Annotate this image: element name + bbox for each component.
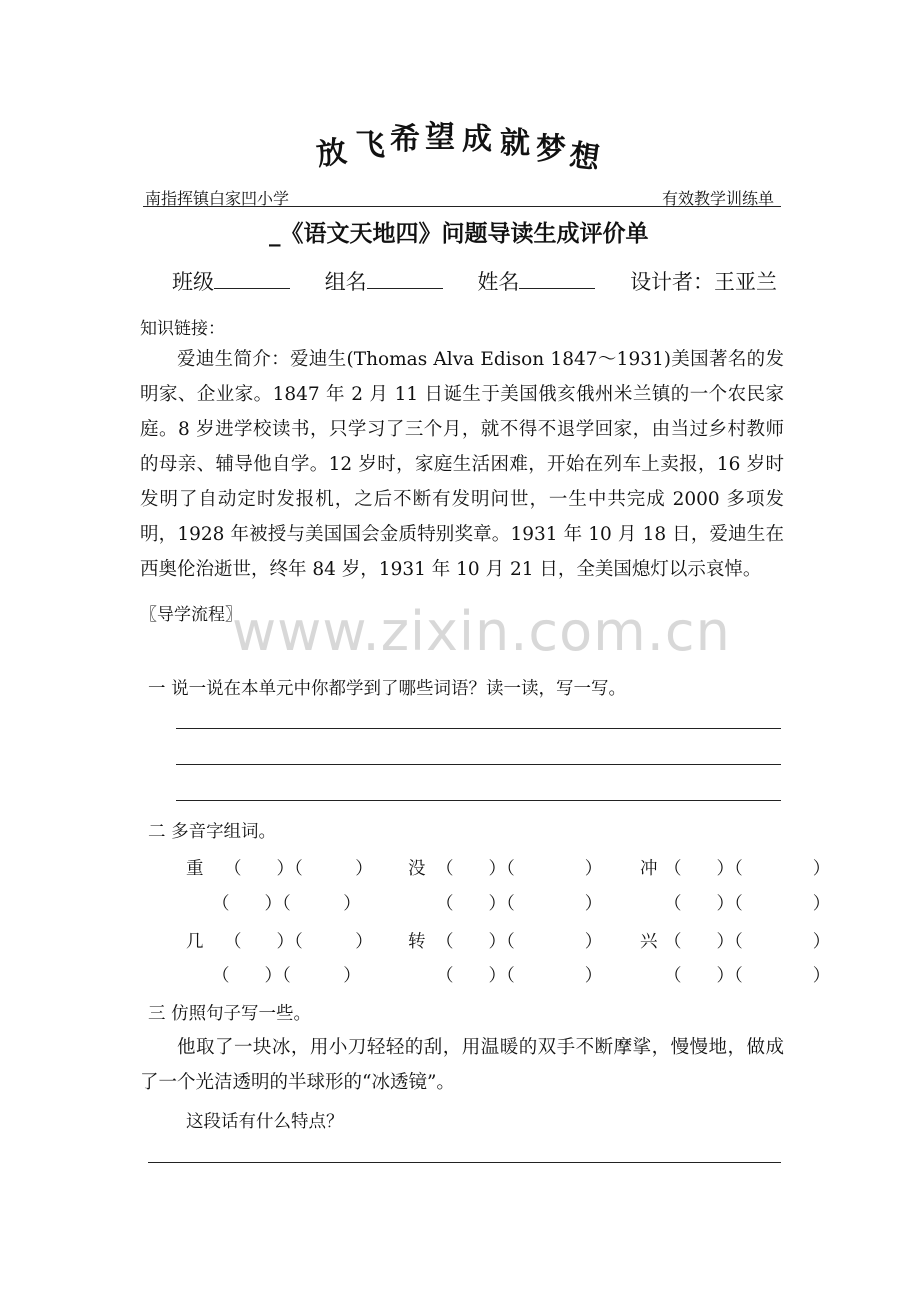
polyphone-char: 重: [186, 859, 204, 879]
name-blank[interactable]: [519, 270, 595, 289]
answer-paren[interactable]: （ ）（ ）: [664, 932, 831, 952]
motto-char: 飞: [355, 128, 385, 163]
example-sentence: 他取了一块冰，用小刀轻轻的刮，用温暖的双手不断摩挲，慢慢地，做成了一个光洁透明的半球形的“冰透镜”。: [140, 1037, 784, 1093]
answer-line[interactable]: [176, 800, 781, 801]
group-blank[interactable]: [367, 270, 443, 289]
polyphone-char: 几: [186, 932, 204, 952]
motto-char: 放: [314, 134, 349, 173]
answer-paren[interactable]: （ ）（ ）: [436, 859, 603, 879]
guide-label: 〖导学流程〗: [140, 605, 242, 625]
question-1: 一 说一说在本单元中你都学到了哪些词语？读一读，写一写。: [148, 679, 627, 699]
answer-paren[interactable]: （ ）（ ）: [224, 932, 373, 952]
motto-char: 希: [390, 122, 420, 157]
answer-paren[interactable]: （ ）（ ）: [664, 859, 831, 879]
edison-bio: 爱迪生简介：爱迪生(Thomas Alva Edison 1847～1931)美国著名的发明家、企业家。1847 年 2 月 11 日诞生于美国俄亥俄州米兰镇的一个农民家庭。8 岁进学校读书，只学习了三个月，就不得不退学回家，由当过乡村教师的母亲、辅导他自学。12 岁时，家庭生活困难，开始在列车上卖报，16 岁时发明了自动定时发报机，之后不断有发明问世，一生中共完成 2000 多项发明，1928 年被授与美国国会金质特别奖章。1931 年 10 月 18 日，爱迪生在西奥伦治逝世，终年 84 岁，1931 年 10 月 21 日，全美国熄灯以示哀悼。: [140, 349, 784, 580]
polyphone-char: 转: [408, 932, 426, 952]
class-blank[interactable]: [214, 270, 290, 289]
group-label: 组名: [324, 270, 367, 294]
watermark: www.zixin.com.cn: [232, 600, 731, 663]
answer-paren[interactable]: （ ）（ ）: [436, 894, 603, 914]
polyphone-char: 冲: [640, 859, 658, 879]
answer-line[interactable]: [176, 764, 781, 765]
school-name: 南指挥镇白家凹小学: [145, 189, 290, 208]
motto-char: 就: [500, 126, 530, 161]
polyphone-char: 没: [408, 859, 426, 879]
worksheet-title: _《语文天地四》问题导读生成评价单: [269, 221, 649, 247]
motto-char: 梦: [536, 132, 566, 167]
header-rule: [143, 206, 781, 207]
question-3-prompt: 这段话有什么特点？: [186, 1112, 344, 1132]
answer-line[interactable]: [176, 728, 781, 729]
designer: 设计者：王亚兰: [630, 270, 778, 294]
motto-char: 望: [425, 120, 455, 155]
answer-paren[interactable]: （ ）（ ）: [212, 966, 361, 986]
answer-paren[interactable]: （ ）（ ）: [436, 966, 603, 986]
doc-type: 有效教学训练单: [662, 189, 775, 208]
polyphone-char: 兴: [640, 932, 658, 952]
class-label: 班级: [172, 270, 214, 294]
knowledge-label: 知识链接：: [140, 319, 225, 339]
answer-paren[interactable]: （ ）（ ）: [664, 894, 831, 914]
answer-paren[interactable]: （ ）（ ）: [436, 932, 603, 952]
answer-line[interactable]: [148, 1162, 781, 1163]
answer-paren[interactable]: （ ）（ ）: [664, 966, 831, 986]
name-label: 姓名: [477, 270, 520, 294]
motto-char: 想: [567, 138, 602, 177]
answer-paren[interactable]: （ ）（ ）: [224, 859, 373, 879]
question-2: 二 多音字组词。: [148, 822, 277, 842]
student-info-row: [172, 266, 777, 296]
question-3: 三 仿照句子写一些。: [148, 1004, 312, 1024]
motto-char: 成: [462, 122, 492, 157]
answer-paren[interactable]: （ ）（ ）: [212, 894, 361, 914]
